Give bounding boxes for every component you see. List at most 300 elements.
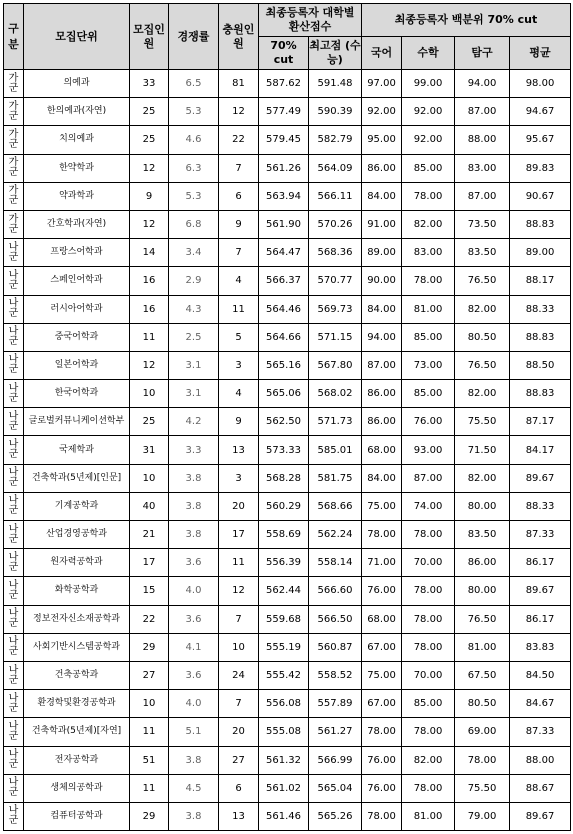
cell-kor: 68.00 xyxy=(362,436,402,464)
cell-unit: 한약학과 xyxy=(24,154,130,182)
table-row xyxy=(4,521,571,549)
cell-filled: 7 xyxy=(219,154,259,182)
cell-quota: 10 xyxy=(130,464,169,492)
cell-gubun: 나군 xyxy=(4,774,24,802)
cell-quota: 40 xyxy=(130,492,169,520)
cell-avg: 94.67 xyxy=(510,98,571,126)
cell-explore: 80.50 xyxy=(455,323,510,351)
cell-explore: 75.50 xyxy=(455,408,510,436)
cell-max: 568.02 xyxy=(309,380,362,408)
cell-max: 565.04 xyxy=(309,774,362,802)
cell-avg: 88.00 xyxy=(510,746,571,774)
cell-cut: 573.33 xyxy=(259,436,309,464)
cell-explore: 82.00 xyxy=(455,380,510,408)
cell-cut: 579.45 xyxy=(259,126,309,154)
cell-avg: 86.17 xyxy=(510,605,571,633)
cell-gubun: 가군 xyxy=(4,70,24,98)
cell-filled: 13 xyxy=(219,436,259,464)
table-row xyxy=(4,295,571,323)
table-row xyxy=(4,633,571,661)
cell-explore: 88.00 xyxy=(455,126,510,154)
cell-quota: 25 xyxy=(130,408,169,436)
cell-cut: 565.06 xyxy=(259,380,309,408)
cell-math: 92.00 xyxy=(402,126,455,154)
cell-math: 78.00 xyxy=(402,633,455,661)
cell-explore: 80.50 xyxy=(455,690,510,718)
cell-math: 70.00 xyxy=(402,661,455,689)
cell-filled: 12 xyxy=(219,98,259,126)
cell-ratio: 3.3 xyxy=(169,436,219,464)
table-row xyxy=(4,718,571,746)
cell-explore: 87.00 xyxy=(455,98,510,126)
cell-gubun: 가군 xyxy=(4,98,24,126)
cell-explore: 83.00 xyxy=(455,154,510,182)
cell-quota: 31 xyxy=(130,436,169,464)
cell-math: 78.00 xyxy=(402,718,455,746)
cell-gubun: 나군 xyxy=(4,380,24,408)
cell-unit: 의예과 xyxy=(24,70,130,98)
cell-unit: 치의예과 xyxy=(24,126,130,154)
cell-ratio: 2.9 xyxy=(169,267,219,295)
table-row xyxy=(4,408,571,436)
cell-quota: 14 xyxy=(130,239,169,267)
cell-gubun: 나군 xyxy=(4,577,24,605)
table-row xyxy=(4,126,571,154)
cell-ratio: 3.6 xyxy=(169,605,219,633)
cell-cut: 563.94 xyxy=(259,182,309,210)
cell-gubun: 나군 xyxy=(4,746,24,774)
cell-avg: 88.83 xyxy=(510,210,571,238)
cell-unit: 환경학및환경공학과 xyxy=(24,690,130,718)
cell-kor: 75.00 xyxy=(362,492,402,520)
cell-cut: 555.42 xyxy=(259,661,309,689)
cell-avg: 89.00 xyxy=(510,239,571,267)
cell-avg: 88.83 xyxy=(510,380,571,408)
cell-math: 73.00 xyxy=(402,351,455,379)
cell-filled: 7 xyxy=(219,690,259,718)
cell-max: 566.99 xyxy=(309,746,362,774)
cell-gubun: 나군 xyxy=(4,661,24,689)
cell-ratio: 3.8 xyxy=(169,492,219,520)
table-row xyxy=(4,182,571,210)
cell-cut: 555.08 xyxy=(259,718,309,746)
cell-cut: 568.28 xyxy=(259,464,309,492)
cell-unit: 생체의공학과 xyxy=(24,774,130,802)
cell-filled: 22 xyxy=(219,126,259,154)
header-cut: 70% cut xyxy=(259,37,309,70)
cell-gubun: 나군 xyxy=(4,351,24,379)
cell-kor: 78.00 xyxy=(362,521,402,549)
cell-quota: 21 xyxy=(130,521,169,549)
cell-ratio: 3.8 xyxy=(169,746,219,774)
cell-unit: 스페인어학과 xyxy=(24,267,130,295)
cell-kor: 84.00 xyxy=(362,464,402,492)
cell-avg: 95.67 xyxy=(510,126,571,154)
cell-ratio: 4.3 xyxy=(169,295,219,323)
cell-filled: 6 xyxy=(219,774,259,802)
cell-quota: 25 xyxy=(130,126,169,154)
cell-gubun: 나군 xyxy=(4,690,24,718)
cell-filled: 6 xyxy=(219,182,259,210)
cell-cut: 577.49 xyxy=(259,98,309,126)
cell-explore: 80.00 xyxy=(455,577,510,605)
cell-filled: 7 xyxy=(219,605,259,633)
cell-avg: 89.67 xyxy=(510,802,571,830)
table-row xyxy=(4,436,571,464)
cell-filled: 9 xyxy=(219,210,259,238)
cell-kor: 67.00 xyxy=(362,690,402,718)
cell-ratio: 3.8 xyxy=(169,464,219,492)
cell-cut: 564.47 xyxy=(259,239,309,267)
cell-quota: 51 xyxy=(130,746,169,774)
cell-gubun: 나군 xyxy=(4,295,24,323)
cell-cut: 561.90 xyxy=(259,210,309,238)
header-percentile: 최종등록자 백분위 70% cut xyxy=(362,4,571,37)
cell-ratio: 4.1 xyxy=(169,633,219,661)
cell-gubun: 나군 xyxy=(4,267,24,295)
cell-gubun: 가군 xyxy=(4,154,24,182)
cell-avg: 89.67 xyxy=(510,577,571,605)
cell-unit: 사회기반시스템공학과 xyxy=(24,633,130,661)
cell-filled: 24 xyxy=(219,661,259,689)
cell-ratio: 6.8 xyxy=(169,210,219,238)
cell-max: 566.11 xyxy=(309,182,362,210)
cell-max: 562.24 xyxy=(309,521,362,549)
cell-kor: 75.00 xyxy=(362,661,402,689)
cell-unit: 한의예과(자연) xyxy=(24,98,130,126)
cell-cut: 559.68 xyxy=(259,605,309,633)
cell-unit: 화학공학과 xyxy=(24,577,130,605)
cell-math: 85.00 xyxy=(402,380,455,408)
cell-avg: 83.83 xyxy=(510,633,571,661)
cell-avg: 88.33 xyxy=(510,295,571,323)
cell-math: 78.00 xyxy=(402,521,455,549)
cell-ratio: 3.4 xyxy=(169,239,219,267)
cell-unit: 전자공학과 xyxy=(24,746,130,774)
cell-max: 566.60 xyxy=(309,577,362,605)
table-row xyxy=(4,380,571,408)
cell-avg: 88.83 xyxy=(510,323,571,351)
cell-gubun: 나군 xyxy=(4,802,24,830)
header-ratio: 경쟁률 xyxy=(169,4,219,70)
cell-quota: 11 xyxy=(130,718,169,746)
table-row xyxy=(4,605,571,633)
table-row xyxy=(4,210,571,238)
cell-explore: 69.00 xyxy=(455,718,510,746)
cell-max: 558.52 xyxy=(309,661,362,689)
cell-quota: 11 xyxy=(130,774,169,802)
cell-math: 85.00 xyxy=(402,323,455,351)
cell-unit: 산업경영공학과 xyxy=(24,521,130,549)
cell-filled: 3 xyxy=(219,351,259,379)
table-row xyxy=(4,774,571,802)
cell-unit: 정보전자신소재공학과 xyxy=(24,605,130,633)
cell-explore: 82.00 xyxy=(455,464,510,492)
cell-unit: 글로벌커뮤니케이션학부 xyxy=(24,408,130,436)
cell-quota: 25 xyxy=(130,98,169,126)
cell-filled: 5 xyxy=(219,323,259,351)
cell-ratio: 4.6 xyxy=(169,126,219,154)
cell-cut: 561.02 xyxy=(259,774,309,802)
cell-cut: 556.08 xyxy=(259,690,309,718)
table-row xyxy=(4,98,571,126)
cell-unit: 일본어학과 xyxy=(24,351,130,379)
cell-avg: 88.50 xyxy=(510,351,571,379)
cell-kor: 94.00 xyxy=(362,323,402,351)
cell-filled: 20 xyxy=(219,492,259,520)
cell-gubun: 나군 xyxy=(4,408,24,436)
cell-kor: 92.00 xyxy=(362,98,402,126)
cell-explore: 80.00 xyxy=(455,492,510,520)
cell-max: 561.27 xyxy=(309,718,362,746)
cell-filled: 81 xyxy=(219,70,259,98)
cell-math: 78.00 xyxy=(402,605,455,633)
cell-explore: 67.50 xyxy=(455,661,510,689)
cell-gubun: 나군 xyxy=(4,436,24,464)
cell-quota: 16 xyxy=(130,267,169,295)
cell-kor: 76.00 xyxy=(362,577,402,605)
cell-explore: 94.00 xyxy=(455,70,510,98)
cell-math: 85.00 xyxy=(402,690,455,718)
cell-max: 571.15 xyxy=(309,323,362,351)
cell-kor: 84.00 xyxy=(362,182,402,210)
cell-filled: 9 xyxy=(219,408,259,436)
cell-max: 571.73 xyxy=(309,408,362,436)
cell-unit: 러시아어학과 xyxy=(24,295,130,323)
cell-explore: 86.00 xyxy=(455,549,510,577)
cell-unit: 원자력공학과 xyxy=(24,549,130,577)
cell-kor: 71.00 xyxy=(362,549,402,577)
cell-filled: 17 xyxy=(219,521,259,549)
cell-kor: 97.00 xyxy=(362,70,402,98)
cell-explore: 75.50 xyxy=(455,774,510,802)
cell-explore: 76.50 xyxy=(455,605,510,633)
cell-kor: 89.00 xyxy=(362,239,402,267)
table-row xyxy=(4,70,571,98)
cell-max: 570.77 xyxy=(309,267,362,295)
cell-unit: 약과학과 xyxy=(24,182,130,210)
cell-math: 92.00 xyxy=(402,98,455,126)
table-row xyxy=(4,661,571,689)
cell-unit: 국제학과 xyxy=(24,436,130,464)
cell-quota: 12 xyxy=(130,210,169,238)
cell-math: 70.00 xyxy=(402,549,455,577)
table-row xyxy=(4,492,571,520)
cell-ratio: 5.3 xyxy=(169,182,219,210)
cell-explore: 87.00 xyxy=(455,182,510,210)
cell-kor: 78.00 xyxy=(362,802,402,830)
cell-math: 99.00 xyxy=(402,70,455,98)
cell-avg: 86.17 xyxy=(510,549,571,577)
cell-explore: 78.00 xyxy=(455,746,510,774)
cell-filled: 11 xyxy=(219,549,259,577)
cell-cut: 561.46 xyxy=(259,802,309,830)
cell-avg: 89.83 xyxy=(510,154,571,182)
cell-math: 76.00 xyxy=(402,408,455,436)
table-row xyxy=(4,549,571,577)
cell-filled: 4 xyxy=(219,380,259,408)
cell-avg: 90.67 xyxy=(510,182,571,210)
cell-gubun: 나군 xyxy=(4,549,24,577)
cell-quota: 22 xyxy=(130,605,169,633)
cell-filled: 13 xyxy=(219,802,259,830)
header-math: 수학 xyxy=(402,37,455,70)
cell-kor: 68.00 xyxy=(362,605,402,633)
table-row xyxy=(4,267,571,295)
cell-quota: 10 xyxy=(130,690,169,718)
cell-avg: 87.33 xyxy=(510,521,571,549)
table-row xyxy=(4,351,571,379)
cell-gubun: 가군 xyxy=(4,210,24,238)
cell-gubun: 나군 xyxy=(4,492,24,520)
cell-explore: 71.50 xyxy=(455,436,510,464)
cell-filled: 27 xyxy=(219,746,259,774)
cell-quota: 16 xyxy=(130,295,169,323)
cell-ratio: 3.6 xyxy=(169,661,219,689)
cell-max: 558.14 xyxy=(309,549,362,577)
cell-math: 85.00 xyxy=(402,154,455,182)
cell-max: 564.09 xyxy=(309,154,362,182)
cell-cut: 566.37 xyxy=(259,267,309,295)
cell-gubun: 가군 xyxy=(4,126,24,154)
cell-gubun: 나군 xyxy=(4,464,24,492)
cell-gubun: 나군 xyxy=(4,239,24,267)
cell-ratio: 3.1 xyxy=(169,380,219,408)
cell-math: 83.00 xyxy=(402,239,455,267)
cell-kor: 76.00 xyxy=(362,746,402,774)
cell-avg: 87.17 xyxy=(510,408,571,436)
cell-max: 557.89 xyxy=(309,690,362,718)
cell-math: 78.00 xyxy=(402,577,455,605)
cell-cut: 562.50 xyxy=(259,408,309,436)
cell-cut: 562.44 xyxy=(259,577,309,605)
cell-cut: 555.19 xyxy=(259,633,309,661)
table-row xyxy=(4,323,571,351)
header-kor: 국어 xyxy=(362,37,402,70)
cell-unit: 건축공학과 xyxy=(24,661,130,689)
cell-explore: 76.50 xyxy=(455,267,510,295)
table-row xyxy=(4,802,571,830)
cell-quota: 27 xyxy=(130,661,169,689)
cell-kor: 91.00 xyxy=(362,210,402,238)
cell-math: 78.00 xyxy=(402,774,455,802)
cell-avg: 84.17 xyxy=(510,436,571,464)
cell-filled: 10 xyxy=(219,633,259,661)
table-body xyxy=(4,70,571,831)
cell-filled: 4 xyxy=(219,267,259,295)
cell-math: 81.00 xyxy=(402,295,455,323)
cell-gubun: 나군 xyxy=(4,521,24,549)
cell-kor: 95.00 xyxy=(362,126,402,154)
cell-max: 568.66 xyxy=(309,492,362,520)
cell-kor: 84.00 xyxy=(362,295,402,323)
cell-unit: 건축학과(5년제)[인문] xyxy=(24,464,130,492)
cell-gubun: 가군 xyxy=(4,182,24,210)
header-quota: 모집인원 xyxy=(130,4,169,70)
header-avg: 평균 xyxy=(510,37,571,70)
cell-unit: 건축학과(5년제)[자연] xyxy=(24,718,130,746)
cell-unit: 기계공학과 xyxy=(24,492,130,520)
cell-quota: 29 xyxy=(130,633,169,661)
cell-filled: 11 xyxy=(219,295,259,323)
cell-math: 78.00 xyxy=(402,182,455,210)
cell-cut: 558.69 xyxy=(259,521,309,549)
cell-cut: 564.46 xyxy=(259,295,309,323)
cell-gubun: 나군 xyxy=(4,605,24,633)
cell-ratio: 3.8 xyxy=(169,521,219,549)
header-max: 최고점 (수능) xyxy=(309,37,362,70)
header-unit: 모집단위 xyxy=(24,4,130,70)
cell-avg: 84.50 xyxy=(510,661,571,689)
cell-avg: 89.67 xyxy=(510,464,571,492)
cell-ratio: 3.1 xyxy=(169,351,219,379)
cell-unit: 간호학과(자연) xyxy=(24,210,130,238)
cell-kor: 76.00 xyxy=(362,774,402,802)
cell-max: 568.36 xyxy=(309,239,362,267)
cell-math: 87.00 xyxy=(402,464,455,492)
cell-math: 93.00 xyxy=(402,436,455,464)
cell-ratio: 4.0 xyxy=(169,690,219,718)
cell-math: 81.00 xyxy=(402,802,455,830)
cell-explore: 82.00 xyxy=(455,295,510,323)
cell-unit: 프랑스어학과 xyxy=(24,239,130,267)
cell-filled: 3 xyxy=(219,464,259,492)
cell-gubun: 나군 xyxy=(4,633,24,661)
cell-explore: 73.50 xyxy=(455,210,510,238)
cell-max: 569.73 xyxy=(309,295,362,323)
table-row xyxy=(4,746,571,774)
cell-math: 78.00 xyxy=(402,267,455,295)
cell-unit: 컴퓨터공학과 xyxy=(24,802,130,830)
cell-quota: 15 xyxy=(130,577,169,605)
cell-avg: 98.00 xyxy=(510,70,571,98)
cell-ratio: 3.6 xyxy=(169,549,219,577)
cell-explore: 81.00 xyxy=(455,633,510,661)
cell-ratio: 5.1 xyxy=(169,718,219,746)
cell-ratio: 5.3 xyxy=(169,98,219,126)
cell-ratio: 4.5 xyxy=(169,774,219,802)
cell-gubun: 나군 xyxy=(4,718,24,746)
cell-math: 74.00 xyxy=(402,492,455,520)
cell-explore: 83.50 xyxy=(455,521,510,549)
cell-avg: 87.33 xyxy=(510,718,571,746)
admissions-table xyxy=(3,3,571,831)
cell-explore: 79.00 xyxy=(455,802,510,830)
cell-avg: 88.33 xyxy=(510,492,571,520)
cell-kor: 87.00 xyxy=(362,351,402,379)
table-row xyxy=(4,464,571,492)
cell-math: 82.00 xyxy=(402,210,455,238)
cell-math: 82.00 xyxy=(402,746,455,774)
cell-max: 565.26 xyxy=(309,802,362,830)
cell-ratio: 6.5 xyxy=(169,70,219,98)
cell-ratio: 2.5 xyxy=(169,323,219,351)
cell-max: 582.79 xyxy=(309,126,362,154)
cell-unit: 중국어학과 xyxy=(24,323,130,351)
cell-cut: 556.39 xyxy=(259,549,309,577)
cell-quota: 12 xyxy=(130,351,169,379)
table-row xyxy=(4,690,571,718)
cell-ratio: 3.8 xyxy=(169,802,219,830)
cell-kor: 86.00 xyxy=(362,408,402,436)
cell-kor: 86.00 xyxy=(362,154,402,182)
header-gubun: 구분 xyxy=(4,4,24,70)
cell-avg: 84.67 xyxy=(510,690,571,718)
cell-max: 567.80 xyxy=(309,351,362,379)
cell-max: 570.26 xyxy=(309,210,362,238)
cell-kor: 67.00 xyxy=(362,633,402,661)
cell-cut: 561.26 xyxy=(259,154,309,182)
